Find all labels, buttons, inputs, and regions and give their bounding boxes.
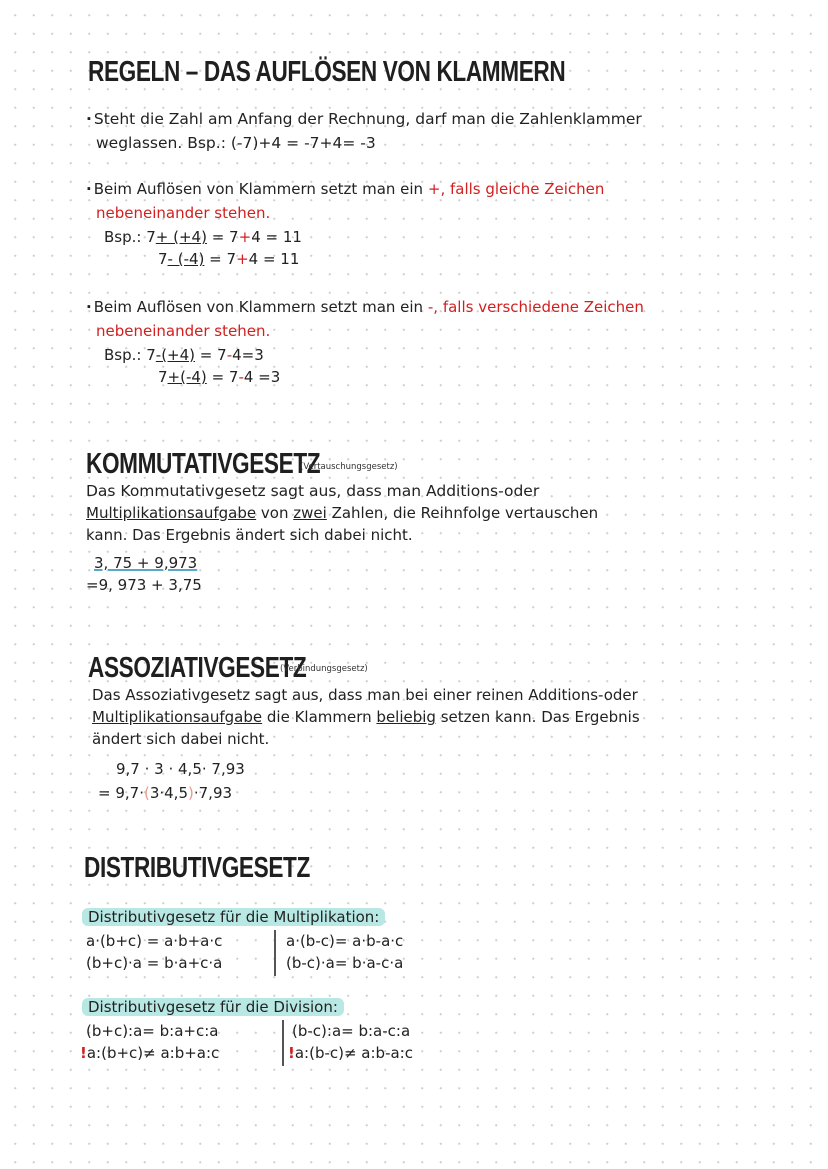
ex-sign: +	[238, 228, 252, 246]
assoziativ-line3: ändert sich dabei nicht.	[92, 730, 270, 748]
rule2-line1	[86, 178, 604, 200]
div-left-2-text: a:(b+c)≠ a:b+a:c	[86, 1044, 220, 1062]
rule2-example2	[158, 248, 299, 270]
ex-part: 4=3	[232, 346, 264, 364]
rule2-text-b: , falls gleiche Zeichen	[440, 180, 605, 198]
plus-sign: +	[427, 180, 441, 198]
assoziativ-ex2-suffix: ·7,93	[193, 784, 233, 802]
rule2-example1	[104, 226, 302, 248]
kommutativ-ex1-text: 3, 75 + 9,973	[94, 554, 198, 572]
rule2-line2: nebeneinander stehen.	[96, 204, 271, 222]
ex-part: = 7	[209, 250, 237, 268]
ex-part: = 7	[211, 368, 239, 386]
assoziativ-title: ASSOZIATIVGESETZ	[88, 652, 307, 684]
example-prefix: Bsp.:	[104, 228, 142, 246]
bullet: ·	[86, 110, 92, 128]
assoziativ-ex2-mid: 3·4,5	[149, 784, 188, 802]
assoziativ-example1: 9,7 · 3 · 4,5· 7,93	[116, 760, 245, 778]
example-prefix: Bsp.:	[104, 346, 142, 364]
assoziativ-line2	[92, 706, 640, 728]
mult-divider	[274, 930, 276, 976]
open-paren: (	[143, 784, 150, 802]
ex-sign: -	[238, 368, 244, 386]
kommutativ-line2	[86, 502, 598, 524]
assoziativ-ex2-prefix: = 9,7·	[98, 784, 144, 802]
warning-mark: !	[80, 1044, 87, 1062]
kommutativ-example2: =9, 973 + 3,75	[86, 576, 202, 594]
ex-bracket: +(-4)	[167, 368, 207, 386]
rule3-example2	[158, 366, 280, 388]
ex-part: 7	[146, 228, 156, 246]
ex-part: 7	[146, 346, 156, 364]
kommutativ-line3: kann. Das Ergebnis ändert sich dabei nicht.	[86, 526, 413, 544]
kommutativ-text-d: Zahlen, die Reihnfolge vertauschen	[326, 504, 599, 522]
ex-part: = 7	[211, 228, 239, 246]
rule1-text-1: Steht die Zahl am Anfang der Rechnung, darf man die Zahlenklammer	[93, 110, 642, 128]
assoziativ-text-c: beliebig	[376, 708, 436, 726]
ex-bracket: -(+4)	[155, 346, 196, 364]
assoziativ-example2	[98, 782, 232, 804]
rule3-text-a: Beim Auflösen von Klammern setzt man ein	[93, 298, 424, 316]
rule3-line2: nebeneinander stehen.	[96, 322, 271, 340]
div-divider	[282, 1020, 284, 1066]
minus-sign: -	[427, 298, 434, 316]
rules-title: REGELN – DAS AUFLÖSEN VON KLAMMERN	[88, 56, 566, 88]
rule3-line1	[86, 296, 644, 318]
assoziativ-subtitle: (Verbindungsgesetz)	[280, 664, 368, 674]
warning-mark: !	[288, 1044, 295, 1062]
ex-part: 4 =3	[243, 368, 281, 386]
assoziativ-text-a: Multiplikationsaufgabe	[92, 708, 263, 726]
ex-part: 4 = 11	[248, 250, 300, 268]
kommutativ-text-b: von	[256, 504, 294, 522]
rule1-line2: weglassen. Bsp.: (-7)+4 = -7+4= -3	[96, 134, 376, 152]
ex-sign: +	[236, 250, 249, 268]
mult-left-2: (b+c)·a = b·a+c·a	[86, 954, 223, 972]
close-paren: )	[188, 784, 194, 802]
mult-right-1: a·(b-c)= a·b-a·c	[286, 932, 404, 950]
ex-sign: -	[226, 346, 233, 364]
div-heading-text: Distributivgesetz für die Division:	[82, 998, 344, 1016]
ex-part: 4 = 11	[251, 228, 302, 246]
bullet: ·	[86, 180, 92, 198]
div-left-1: (b+c):a= b:a+c:a	[86, 1022, 219, 1040]
assoziativ-text-b: die Klammern	[262, 708, 377, 726]
kommutativ-title: KOMMUTATIVGESETZ	[86, 448, 321, 480]
distributiv-mult-heading	[82, 906, 385, 928]
div-left-2	[80, 1042, 219, 1064]
bullet: ·	[86, 298, 92, 316]
distributiv-div-heading	[82, 996, 344, 1018]
ex-part: = 7	[199, 346, 227, 364]
rule2-text-a: Beim Auflösen von Klammern setzt man ein	[93, 180, 424, 198]
kommutativ-text-a: Multiplikationsaufgabe	[86, 504, 257, 522]
div-right-2	[288, 1042, 413, 1064]
mult-right-2: (b-c)·a= b·a-c·a	[286, 954, 404, 972]
ex-part: 7	[158, 250, 168, 268]
ex-bracket: - (-4)	[167, 250, 205, 268]
kommutativ-text-c: zwei	[293, 504, 327, 522]
ex-part: 7	[158, 368, 168, 386]
div-right-2-text: a:(b-c)≠ a:b-a:c	[294, 1044, 413, 1062]
kommutativ-subtitle: (Vertauschungsgesetz)	[300, 462, 398, 472]
assoziativ-line1: Das Assoziativgesetz sagt aus, dass man bei einer reinen Additions-oder	[92, 686, 638, 704]
ex-bracket: + (+4)	[155, 228, 207, 246]
rule3-text-b: , falls verschiedene Zeichen	[433, 298, 644, 316]
div-right-1: (b-c):a= b:a-c:a	[292, 1022, 411, 1040]
mult-heading-text: Distributivgesetz für die Multiplikation:	[82, 908, 385, 926]
mult-left-1: a·(b+c) = a·b+a·c	[86, 932, 223, 950]
kommutativ-example1	[94, 552, 197, 574]
rule3-example1	[104, 344, 264, 366]
distributiv-title: DISTRIBUTIVGESETZ	[84, 852, 310, 884]
kommutativ-line1: Das Kommutativgesetz sagt aus, dass man Additions-oder	[86, 482, 540, 500]
assoziativ-text-d: setzen kann. Das Ergebnis	[435, 708, 640, 726]
rule1-line1	[86, 108, 642, 130]
